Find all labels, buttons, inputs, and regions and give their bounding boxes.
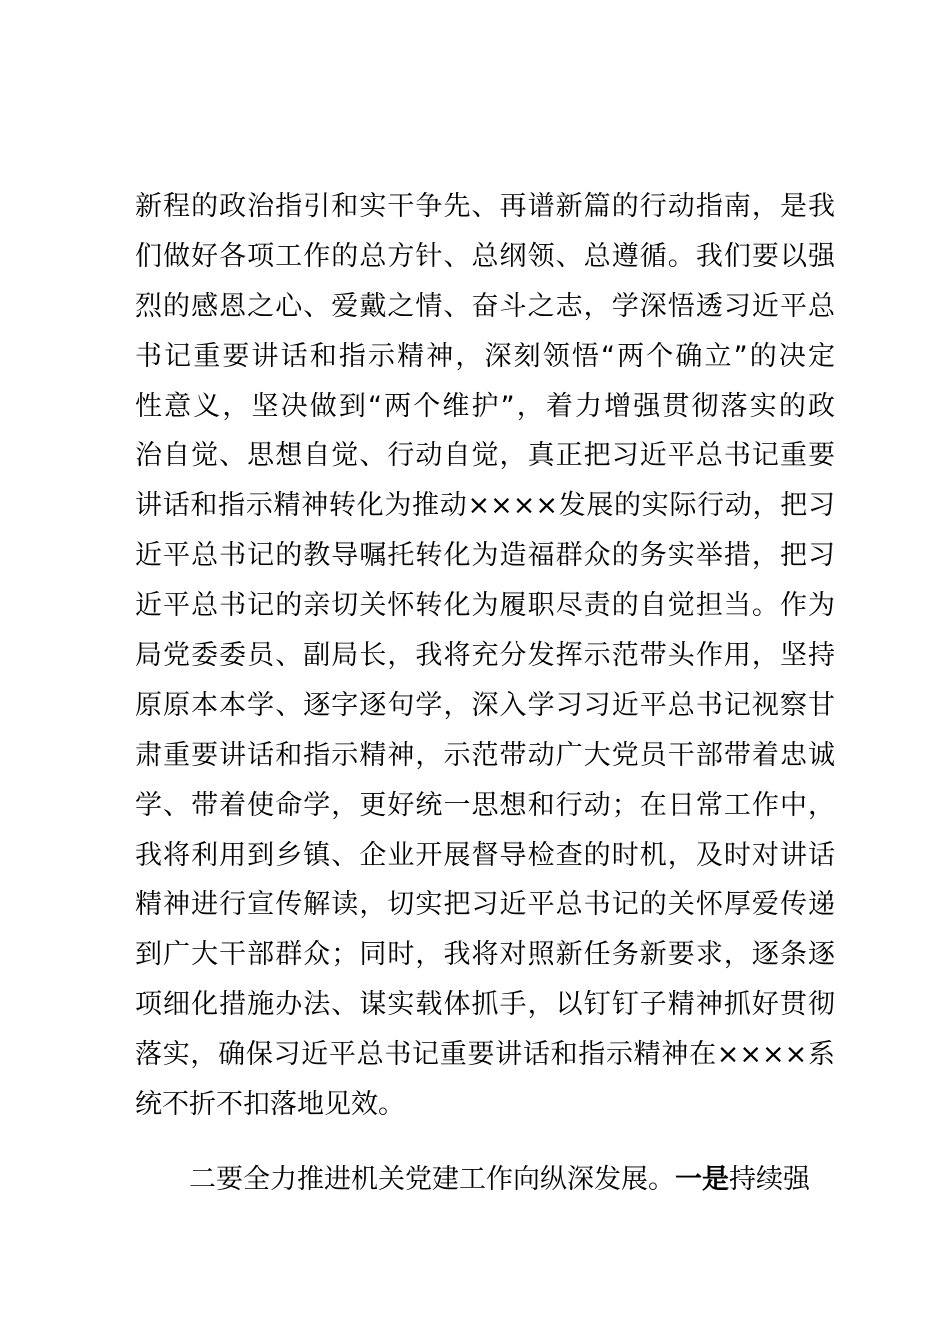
paragraph-2 xyxy=(135,1155,835,1205)
paragraph-1 xyxy=(135,182,835,1130)
text-line: 到广大干部群众；同时，我将对照新任务新要求，逐条逐 xyxy=(135,939,835,971)
text-line: 们做好各项工作的总方针、总纲领、总遵循。我们要以强 xyxy=(135,240,835,272)
text-line: 近平总书记的教导嘱托转化为造福群众的务实举措，把习 xyxy=(135,540,835,572)
paragraph-2-bold: 一是 xyxy=(675,1163,729,1195)
text-line: 新程的政治指引和实干争先、再谱新篇的行动指南，是我 xyxy=(135,191,835,222)
text-line: 精神进行宣传解读，切实把习近平总书记的关怀厚爱传递 xyxy=(135,889,835,921)
paragraph-2-tail: 持续强 xyxy=(729,1163,810,1195)
paragraph-gap xyxy=(135,1130,835,1155)
text-line: 项细化措施办法、谋实载体抓手，以钉钉子精神抓好贯彻 xyxy=(135,989,835,1021)
text-line: 烈的感恩之心、爱戴之情、奋斗之志，学深悟透习近平总 xyxy=(135,290,835,322)
text-line: 我将利用到乡镇、企业开展督导检查的时机，及时对讲话 xyxy=(135,839,835,871)
text-line: 书记重要讲话和指示精神，深刻领悟“两个确立”的决定 xyxy=(135,340,835,372)
text-line: 落实，确保习近平总书记重要讲话和指示精神在××××系 xyxy=(135,1039,835,1071)
text-line: 性意义，坚决做到“两个维护”，着力增强贯彻落实的政 xyxy=(135,390,835,422)
text-line: 肃重要讲话和指示精神，示范带动广大党员干部带着忠诚 xyxy=(135,739,835,771)
text-line: 讲话和指示精神转化为推动××××发展的实际行动，把习 xyxy=(135,490,835,522)
text-line: 局党委委员、副局长，我将充分发挥示范带头作用，坚持 xyxy=(135,640,835,672)
text-line: 治自觉、思想自觉、行动自觉，真正把习近平总书记重要 xyxy=(135,440,835,472)
text-line: 近平总书记的亲切关怀转化为履职尽责的自觉担当。作为 xyxy=(135,590,835,622)
paragraph-2-text: 二要全力推进机关党建工作向纵深发展。 xyxy=(189,1163,675,1195)
text-line: 原原本本学、逐字逐句学，深入学习习近平总书记视察甘 xyxy=(135,689,835,721)
text-line: 学、带着使命学，更好统一思想和行动；在日常工作中， xyxy=(135,789,835,821)
text-line-last: 统不折不扣落地见效。 xyxy=(135,1089,405,1121)
document-body xyxy=(135,182,835,1205)
